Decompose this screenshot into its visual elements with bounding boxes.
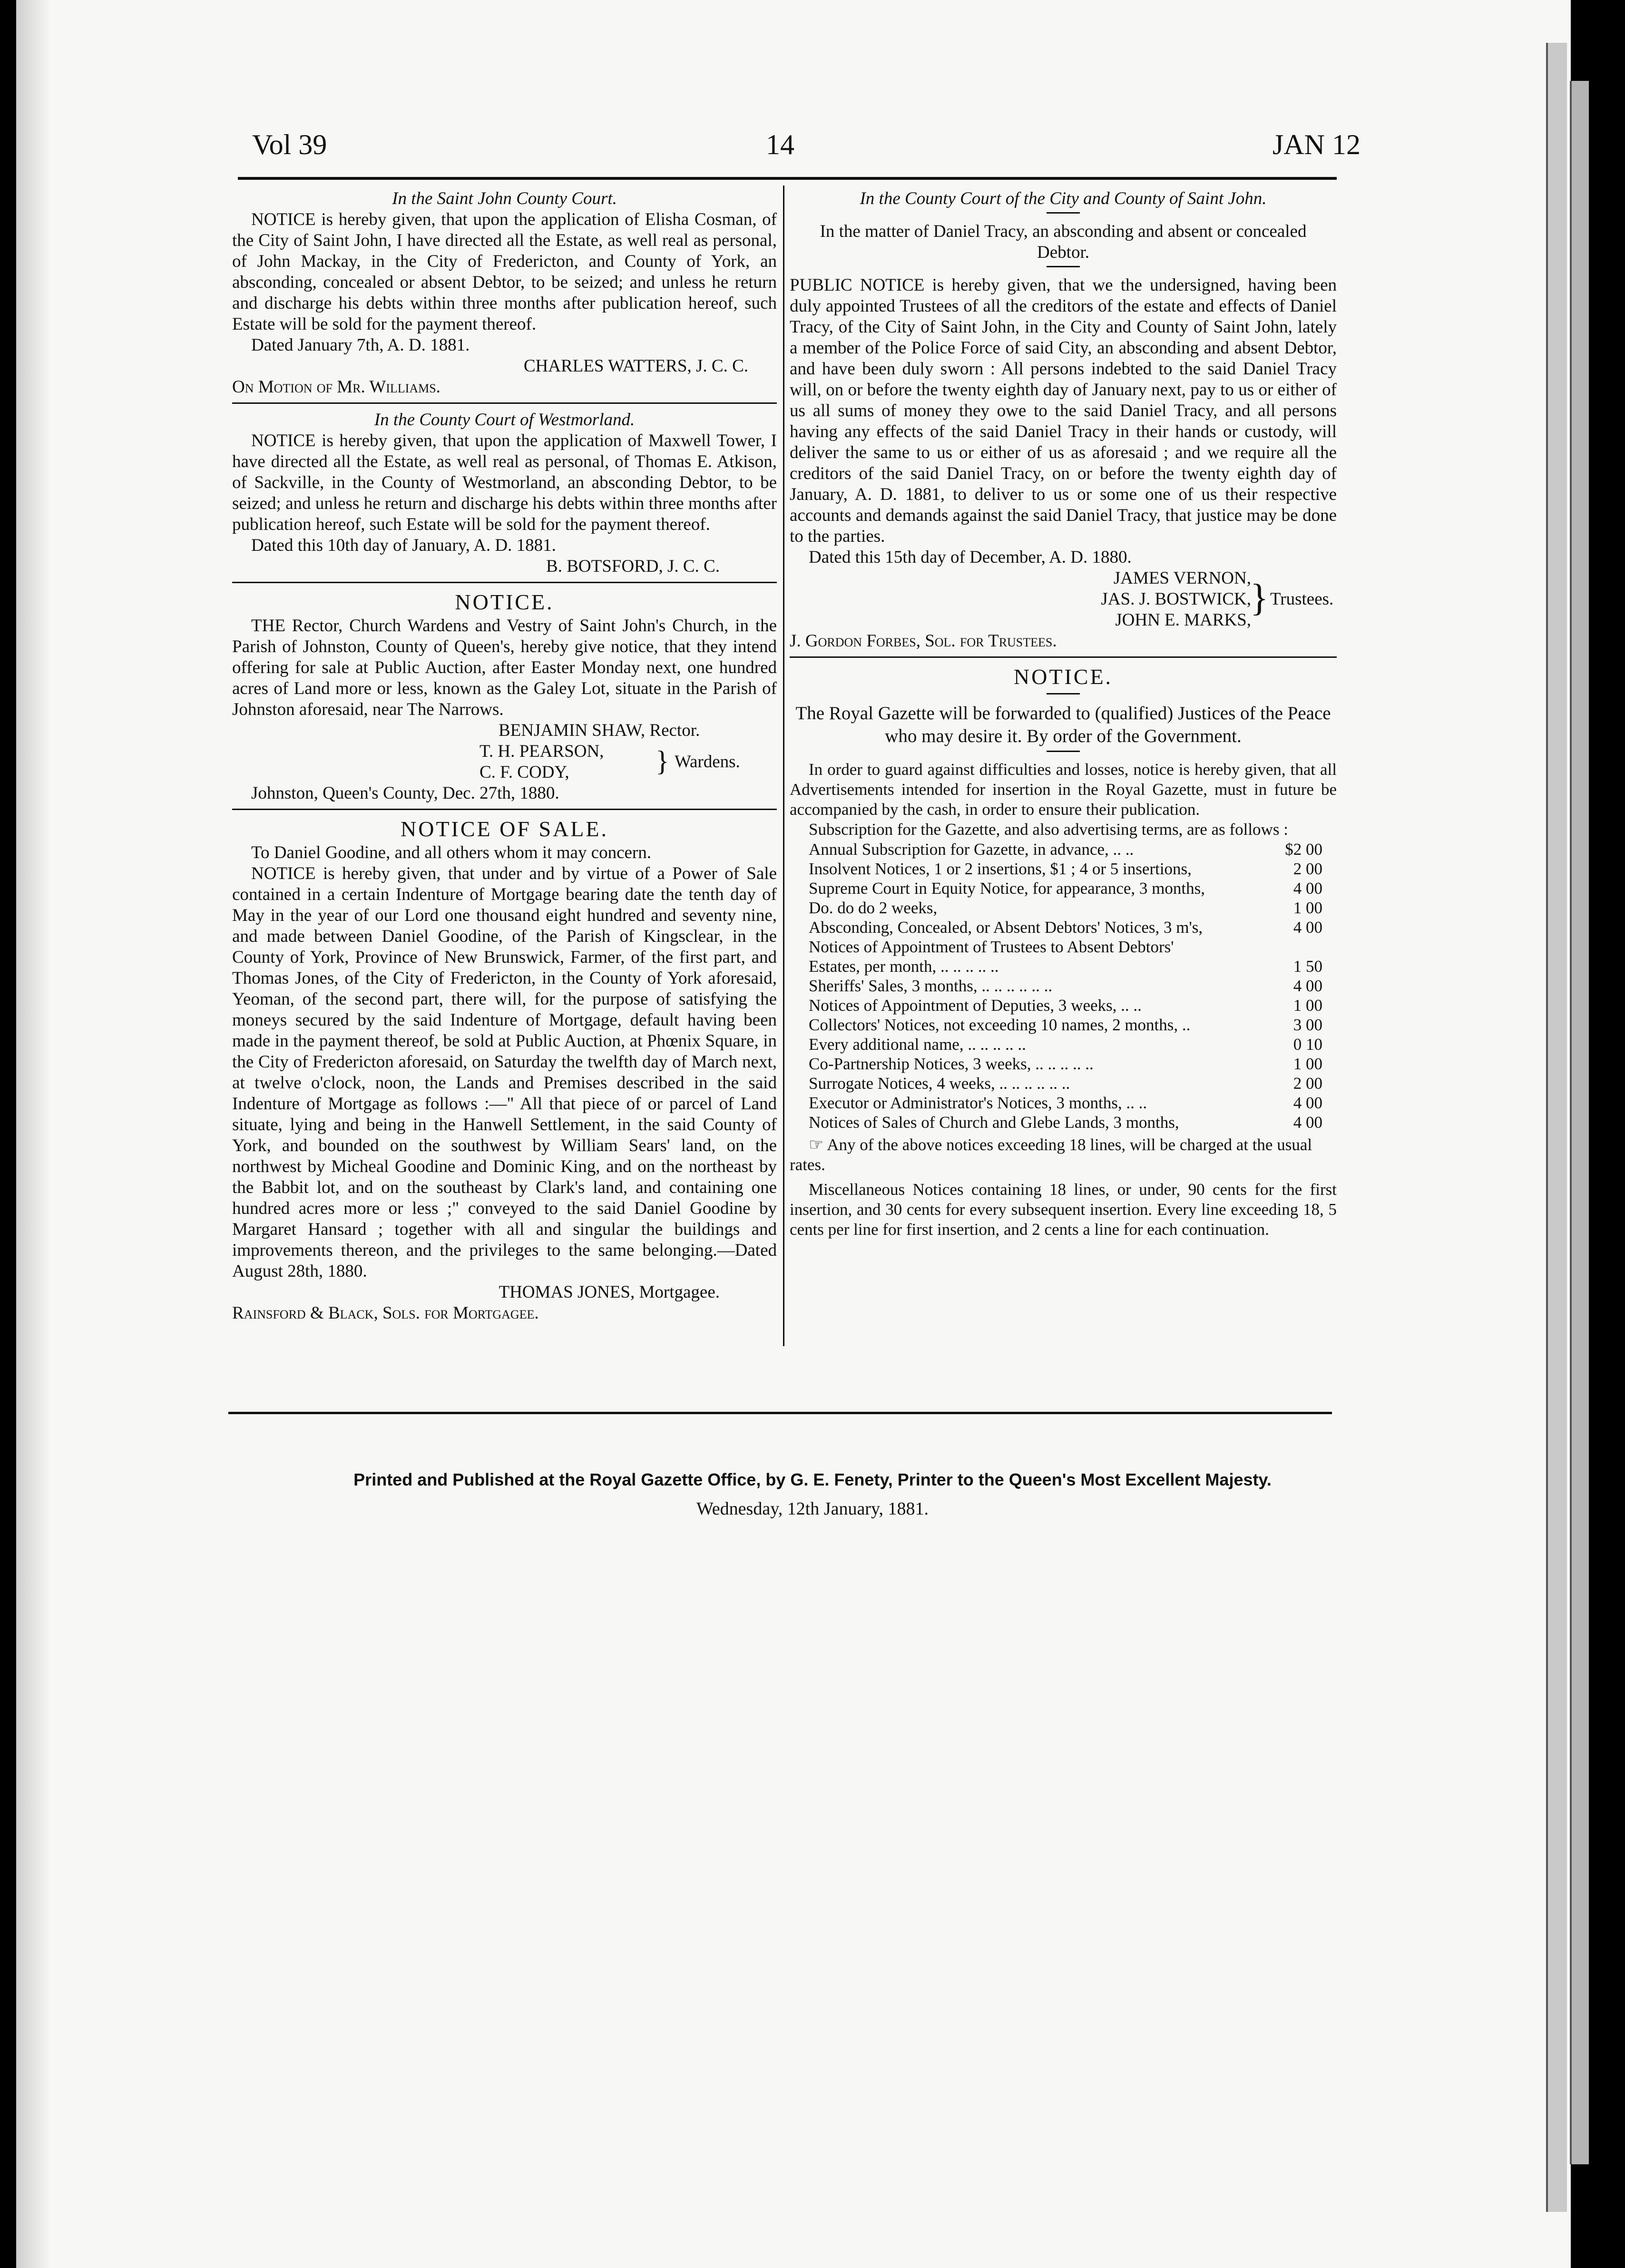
rate-row — [809, 898, 1322, 918]
charged-note — [790, 1135, 1337, 1175]
rate-item: Notices of Appointment of Deputies, 3 weeks, .. .. — [809, 996, 1142, 1015]
rate-amount: 1 00 — [1293, 899, 1322, 917]
trustees-label: Trustees. — [1270, 589, 1334, 609]
rate-row — [809, 976, 1322, 996]
rate-amount: 4 00 — [1293, 879, 1322, 898]
rate-amount: 4 00 — [1293, 1113, 1322, 1132]
rate-amount: 4 00 — [1293, 1094, 1322, 1112]
rate-amount: 3 00 — [1293, 1016, 1322, 1034]
rate-row — [809, 1113, 1322, 1132]
rate-item: Do. do do 2 weeks, — [809, 899, 938, 917]
rate-item: Executor or Administrator's Notices, 3 months, .. .. — [809, 1094, 1147, 1112]
rate-amount: 1 50 — [1293, 957, 1322, 976]
rate-item: Surrogate Notices, 4 weeks, .. .. .. .. .. .. — [809, 1074, 1070, 1093]
rate-item: Every additional name, .. .. .. .. .. — [809, 1035, 1026, 1054]
rate-item: Collectors' Notices, not exceeding 10 names, 2 months, .. — [809, 1016, 1191, 1034]
rate-item: Supreme Court in Equity Notice, for appearance, 3 months, — [809, 879, 1205, 898]
rate-row — [809, 957, 1322, 976]
misc-notice: Miscellaneous Notices containing 18 lines, or under, 90 cents for the first insertion, and 30 cents for every subsequent insertion. Every line exceeding 18, 5 cents per line for first insertion, and 2 cents a line for each continuation. — [790, 1180, 1337, 1239]
wardens-label: Wardens. — [675, 752, 740, 772]
rate-item: Insolvent Notices, 1 or 2 insertions, $1 ; 4 or 5 insertions, — [809, 860, 1192, 878]
short-rule — [1047, 266, 1080, 267]
signature: B. BOTSFORD, J. C. C. — [546, 557, 720, 576]
section-rule — [232, 582, 777, 583]
rate-row — [809, 996, 1322, 1015]
rate-row — [809, 1015, 1322, 1035]
signature: CHARLES WATTERS, J. C. C. — [523, 356, 748, 376]
notice-body: NOTICE is hereby given, that under and by virtue of a Power of Sale contained in a certain Indenture of Mortgage bearing date the tenth day of May in the year of our Lord one thousand eight hundred and seventy nine, and made between Daniel Goodine, of the Parish of Kingsclear, in the County of York, Province of New Brunswick, Farmer, of the first part, and Thomas Jones, of the City of Fredericton, in the County of York aforesaid, Yeoman, of the second part, there will, for the purpose of satisfying the moneys secured by the said Indenture of Mortgage, default having been made in the payment thereof, be sold at Public Auction, at Phœnix Square, in the City of Fredericton aforesaid, on Saturday the twelfth day of March next, at twelve o'clock, noon, the Lands and Premises described in the said Indenture of Mortgage as follows :—" All that piece of or parcel of Land situate, lying and being in the Hanwell Settlement, in the said County of York, and bounded on the southwest by William Sears' land, on the northwest by Micheal Goodine and Dominic King, and on the northeast by the Babbit lot, and on the southeast by Clark's land, and containing one hundred acres more or less ;" conveyed to the said Daniel Goodine by Margaret Hansard ; together with all and singular the buildings and improvements thereon, and the privileges to the same belonging.—Dated August 28th, 1880. — [232, 864, 777, 1281]
issue-date: JAN 12 — [1272, 129, 1361, 160]
page-number: 14 — [766, 129, 794, 160]
rate-amount: $2 00 — [1285, 840, 1322, 859]
solicitors-line: Rainsford & Black, Sols. for Mortgagee. — [232, 1303, 539, 1323]
rate-row — [809, 879, 1322, 898]
rate-amount: 0 10 — [1293, 1035, 1322, 1054]
rate-row — [809, 1054, 1322, 1074]
rate-amount: 1 00 — [1293, 1055, 1322, 1073]
rate-item: Notices of Sales of Church and Glebe Lands, 3 months, — [809, 1113, 1179, 1132]
signature: THOMAS JONES, Mortgagee. — [499, 1282, 720, 1302]
column-divider — [783, 186, 784, 1346]
addressee-line: To Daniel Goodine, and all others whom it may concern. — [251, 843, 651, 862]
court-heading: In the County Court of Westmorland. — [374, 410, 635, 430]
rate-row — [809, 840, 1322, 859]
section-rule — [790, 656, 1337, 658]
wardens-signature — [232, 741, 777, 783]
pointing-hand-icon: ☞ — [809, 1135, 824, 1154]
court-heading: In the Saint John County Court. — [392, 189, 617, 208]
rate-item: Notices of Appointment of Trustees to Absent Debtors' — [809, 938, 1174, 956]
rate-item: Estates, per month, .. .. .. .. .. — [809, 957, 999, 976]
brace-glyph: } — [656, 745, 669, 777]
header-rule — [238, 177, 1337, 180]
short-rule — [1047, 751, 1080, 752]
notice-body: PUBLIC NOTICE is hereby given, that we the undersigned, having been duly appointed Trustees of all the creditors of the estate and effects of Daniel Tracy, of the City of Saint John, in the City and County of Saint John, lately a member of the Police Force of said City, an absconding and absent Debtor, and have been duly sworn : All persons indebted to the said Daniel Tracy will, on or before the twenty eighth day of January next, pay to us or either of us all sums of money they owe to the said Daniel Tracy, and all persons having any effects of the said Daniel Tracy in their hands or custody, will deliver the same to us or either of us as aforesaid ; and we require all the creditors of the said Daniel Tracy, on or before the twenty eighth day of January, A. D. 1881, to deliver to us or some one of us their respective accounts and demands against the said Daniel Tracy, that justice may be done to the parties. — [790, 275, 1337, 546]
rate-item: Annual Subscription for Gazette, in advance, .. .. — [809, 840, 1134, 859]
notice-body: NOTICE is hereby given, that upon the application of Maxwell Tower, I have directed all the Estate, as well real as personal, of Thomas E. Atkison, of Sackville, in the County of Westmorland, an absconding Debtor, to be seized; and unless he return and discharge his debts within three months after publication hereof, such Estate will be sold for the payment thereof. — [232, 431, 777, 534]
court-heading: In the County Court of the City and County of Saint John. — [860, 189, 1267, 208]
rate-row — [809, 1035, 1322, 1054]
trustees-signature — [790, 568, 1337, 631]
volume-number: Vol 39 — [252, 129, 327, 160]
rate-amount: 4 00 — [1293, 977, 1322, 995]
rate-amount: 1 00 — [1293, 996, 1322, 1015]
rates-table — [809, 840, 1322, 1132]
page-header — [252, 128, 1361, 166]
rate-item: Absconding, Concealed, or Absent Debtors' Notices, 3 m's, — [809, 918, 1203, 937]
rate-item: Sheriffs' Sales, 3 months, .. .. .. .. .. .. — [809, 977, 1053, 995]
matter-line: In the matter of Daniel Tracy, an absconding and absent or concealed Debtor. — [820, 222, 1307, 262]
dated-line: Dated January 7th, A. D. 1881. — [251, 335, 470, 355]
notice-title: NOTICE. — [1013, 665, 1113, 689]
page-edge-stack — [1546, 43, 1567, 2212]
section-rule — [232, 402, 777, 404]
rate-row — [809, 918, 1322, 937]
warden-names — [480, 741, 660, 783]
right-column — [790, 188, 1337, 1240]
rate-row — [809, 937, 1322, 957]
printer-imprint: Printed and Published at the Royal Gazette Office, by G. E. Fenety, Printer to the Queen's Most Excellent Majesty. — [353, 1470, 1272, 1489]
place-date-line: Johnston, Queen's County, Dec. 27th, 1880. — [251, 783, 559, 803]
left-column — [232, 188, 777, 1324]
notice-title: NOTICE. — [455, 590, 554, 614]
brace-glyph: } — [1250, 577, 1269, 619]
page-edge-stack-2 — [1570, 81, 1589, 2164]
dated-line: Dated this 10th day of January, A. D. 1881. — [251, 536, 556, 555]
rate-row — [809, 1093, 1322, 1113]
short-rule — [1047, 212, 1080, 214]
warden-name: T. H. PEARSON, — [480, 742, 604, 761]
footer-rule — [228, 1412, 1332, 1414]
subscription-intro: Subscription for the Gazette, and also advertising terms, are as follows : — [809, 820, 1288, 839]
rector-signature: BENJAMIN SHAW, Rector. — [499, 721, 700, 740]
notice-body: THE Rector, Church Wardens and Vestry of Saint John's Church, in the Parish of Johnston, County of Queen's, hereby give notice, that they intend offering for sale at Public Auction, after Easter Monday next, one hundred acres of Land more or less, known as the Galey Lot, situate in the Parish of Johnston aforesaid, near The Narrows. — [232, 616, 777, 719]
guard-notice: In order to guard against difficulties and losses, notice is hereby given, that all Advertisements intended for insertion in the Royal Gazette, must in future be accompanied by the cash, in order to ensure their publication. — [790, 760, 1337, 819]
rate-row — [809, 859, 1322, 879]
rate-amount — [1261, 937, 1322, 957]
page-binding-shadow — [16, 0, 49, 2268]
trustee-name: JAMES VERNON, — [1113, 568, 1251, 588]
trustee-name: JAS. J. BOSTWICK, — [1101, 589, 1251, 609]
rate-amount: 2 00 — [1293, 860, 1322, 878]
section-rule — [232, 809, 777, 810]
notice-body: NOTICE is hereby given, that upon the application of Elisha Cosman, of the City of Saint John, I have directed all the Estate, as well real as personal, of John Mackay, in the City of Fredericton, and County of York, an absconding, concealed or absent Debtor, to be seized; and unless he return and discharge his debts within three months after publication hereof, such Estate will be sold for the payment thereof. — [232, 210, 777, 334]
short-rule — [1047, 693, 1080, 694]
motion-line: On Motion of Mr. Williams. — [232, 377, 441, 397]
rate-item: Co-Partnership Notices, 3 weeks, .. .. .. .. .. — [809, 1055, 1094, 1073]
trustee-names — [1061, 568, 1251, 631]
solicitor-line: J. Gordon Forbes, Sol. for Trustees. — [790, 631, 1057, 651]
notice-title: NOTICE OF SALE. — [401, 817, 608, 841]
trustee-name: JOHN E. MARKS, — [1115, 610, 1251, 630]
justices-notice: The Royal Gazette will be forwarded to (qualified) Justices of the Peace who may desire it. By order of the Government. — [795, 703, 1331, 746]
rate-amount: 4 00 — [1293, 918, 1322, 937]
dated-line: Dated this 15th day of December, A. D. 1880. — [809, 547, 1132, 567]
rate-amount: 2 00 — [1293, 1074, 1322, 1093]
charged-text: Any of the above notices exceeding 18 lines, will be charged at the usual rates. — [790, 1135, 1312, 1174]
rate-row — [809, 1074, 1322, 1093]
warden-name: C. F. CODY, — [480, 763, 569, 782]
publication-date: Wednesday, 12th January, 1881. — [696, 1499, 929, 1519]
